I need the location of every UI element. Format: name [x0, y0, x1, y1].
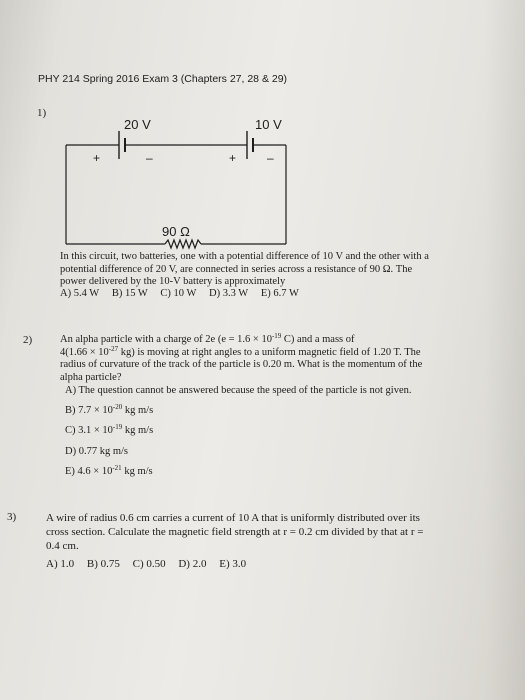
question-3-option-b[interactable]: B) 0.75 — [86, 558, 120, 570]
question-1-line: power delivered by the 10-V battery is approximately — [60, 276, 286, 287]
question-3-options — [46, 558, 256, 570]
battery-1-plus-sign: + — [93, 151, 101, 165]
option-b-value: B) 7.7 × 10 — [65, 405, 113, 416]
question-3-number: 3) — [7, 511, 17, 523]
question-1-line: potential difference of 20 V, are connected in series across a resistance of 90 Ω. The — [60, 263, 413, 275]
option-b-unit: kg m/s — [122, 405, 154, 416]
question-2-line-2-start: 4(1.66 × 10 — [60, 346, 109, 358]
battery-1-voltage-label: 20 V — [124, 117, 151, 132]
question-2-line — [60, 344, 422, 360]
question-2-option-e[interactable] — [65, 466, 153, 477]
question-2-exponent: -19 — [271, 332, 282, 340]
question-1-options — [60, 288, 309, 299]
battery-2-voltage-label: 10 V — [255, 117, 282, 132]
question-2-line: alpha particle? — [60, 371, 122, 383]
question-1-text — [60, 251, 429, 289]
question-2-number: 2) — [23, 334, 33, 346]
question-2-option-c[interactable] — [65, 425, 153, 436]
question-2-text — [60, 334, 422, 384]
battery-2-plus-sign: + — [229, 151, 237, 165]
question-2-exponent: -27 — [108, 344, 119, 353]
question-1-option-d[interactable]: D) 3.3 W — [209, 288, 249, 299]
question-3-line: A wire of radius 0.6 cm carries a current of 10 A that is uniformly distributed over its — [46, 512, 420, 524]
question-1-line: In this circuit, two batteries, one with a potential difference of 10 V and the other with a — [60, 251, 429, 262]
question-3-option-d[interactable]: D) 2.0 — [178, 558, 207, 570]
question-2-line: radius of curvature of the track of the particle is 0.20 m. What is the momentum of the — [60, 359, 423, 370]
question-2-line-1-text: An alpha particle with a charge of 2e (e = 1.6 × 10 — [60, 334, 272, 345]
resistor-value-label: 90 Ω — [162, 224, 190, 239]
option-c-unit: kg m/s — [122, 425, 154, 436]
question-2-option-b[interactable] — [65, 405, 153, 416]
exam-header: PHY 214 Spring 2016 Exam 3 (Chapters 27, 28 & 29) — [38, 73, 288, 85]
question-3-line: cross section. Calculate the magnetic field strength at r = 0.2 cm divided by that at r = — [46, 526, 424, 538]
option-b-exponent: -20 — [112, 403, 123, 411]
question-2-option-d[interactable]: D) 0.77 kg m/s — [65, 446, 128, 457]
question-2-option-a[interactable]: A) The question cannot be answered because the speed of the particle is not given. — [65, 385, 412, 396]
question-3-option-a[interactable]: A) 1.0 — [46, 558, 75, 570]
battery-1-minus-sign: – — [146, 151, 153, 165]
question-1-option-a[interactable]: A) 5.4 W — [60, 288, 100, 299]
option-e-value: E) 4.6 × 10 — [65, 466, 113, 477]
question-1-number: 1) — [37, 107, 47, 119]
option-c-value: C) 3.1 × 10 — [65, 425, 113, 436]
question-3-line: 0.4 cm. — [46, 540, 79, 552]
option-e-unit: kg m/s — [121, 466, 153, 477]
option-c-exponent: -19 — [112, 423, 123, 431]
question-1-option-b[interactable]: B) 15 W — [111, 288, 148, 299]
option-e-exponent: -21 — [112, 464, 122, 472]
question-1-option-e[interactable]: E) 6.7 W — [260, 288, 299, 299]
question-3-option-e[interactable]: E) 3.0 — [219, 558, 247, 570]
question-3-option-c[interactable]: C) 0.50 — [132, 558, 166, 570]
question-1-option-c[interactable]: C) 10 W — [160, 288, 197, 299]
resistor-symbol — [165, 240, 201, 248]
question-2-line-1-end: C) and a mass of — [281, 334, 355, 345]
question-3-text — [46, 511, 423, 553]
question-2-line-2-end: kg) is moving at right angles to a uniform magnetic field of 1.20 T. The — [118, 346, 421, 358]
battery-2-minus-sign: – — [267, 151, 274, 165]
